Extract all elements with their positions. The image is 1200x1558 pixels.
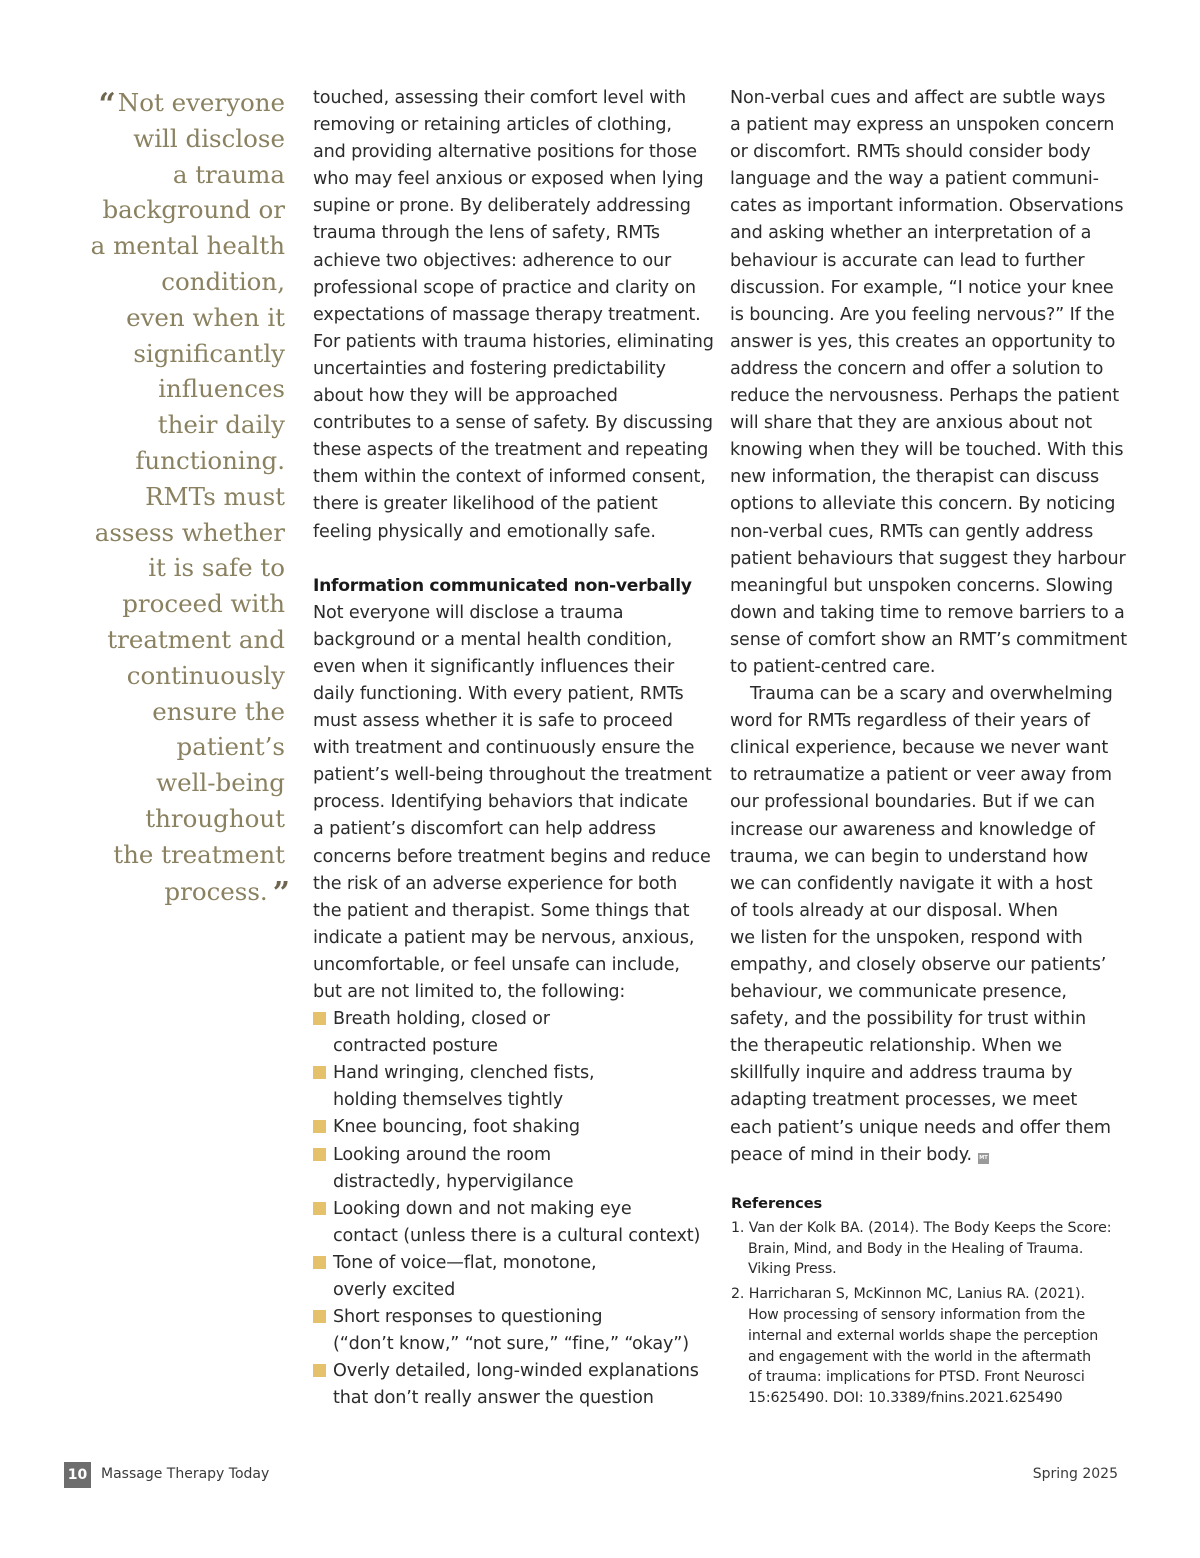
pull-quote-line: a mental health [90,231,285,261]
list-item-text: Hand wringing, clenched fists, [333,1063,595,1084]
pull-quote-line: treatment and [107,624,285,654]
pull-quote-line: RMTs must [145,481,285,511]
text-line: reduce the nervousness. Perhaps the patient [730,386,1119,407]
pull-quote [60,84,285,909]
pull-quote-line: proceed with [122,589,285,619]
pull-quote-text: Not everyone [117,88,285,117]
bullet-square-icon [313,1364,326,1377]
text-line: and providing alternative positions for those [313,142,697,163]
pull-quote-line: their daily [157,410,285,440]
text-line: of tools already at our disposal. When [730,900,1058,921]
close-quote-mark: ” [272,875,285,911]
text-line: indicate a patient may be nervous, anxious, [313,927,695,948]
text-line: patient behaviours that suggest they harbour [730,548,1126,569]
text-line: even when it significantly influences their [313,656,675,677]
reference-line: and engagement with the world in the aftermath [748,1348,1091,1365]
pull-quote-line: influences [158,374,285,404]
pull-quote-line: assess whether [94,517,285,547]
text-line: safety, and the possibility for trust within [730,1009,1086,1030]
text-line: must assess whether it is safe to proceed [313,711,673,732]
list-item-text: Tone of voice—flat, monotone, [333,1252,597,1273]
text-line: knowing when they will be touched. With this [730,440,1124,461]
text-line: the risk of an adverse experience for both [313,873,678,894]
text-line: is bouncing. Are you feeling nervous?” If the [730,304,1115,325]
list-item [313,1250,713,1304]
bullet-square-icon [313,1012,326,1025]
pull-quote-line: condition, [161,266,285,296]
text-line: with treatment and continuously ensure the [313,738,695,759]
references-title: References [731,1195,823,1212]
publication-name: Massage Therapy Today [101,1466,270,1482]
text-line: word for RMTs regardless of their years of [730,711,1090,732]
list-item [313,1006,713,1060]
text-line: to patient-centred care. [730,656,936,677]
list-item [313,1358,713,1412]
text-line: new information, the therapist can discuss [730,467,1100,488]
list-item-text: Overly detailed, long-winded explanations [333,1361,699,1382]
list-item [313,1304,713,1358]
text-line: we can confidently navigate it with a host [730,873,1093,894]
section-heading: Information communicated non-verbally [313,575,692,596]
list-item [313,1060,713,1114]
pull-quote-line: ensure the [152,696,285,726]
text-line: a patient’s discomfort can help address [313,819,656,840]
text-line: the patient and therapist. Some things that [313,900,690,921]
paragraph-gap [313,546,713,573]
text-line: who may feel anxious or exposed when lying [313,169,704,190]
text-line: to retraumatize a patient or veer away from [730,765,1112,786]
text-line: each patient’s unique needs and offer them [730,1117,1111,1138]
bullet-list [313,1006,713,1412]
pull-quote-line [60,84,285,121]
pull-quote-line: patient’s [176,732,285,762]
text-line: patient’s well-being throughout the treatment [313,765,712,786]
reference-line: 2. Harricharan S, McKinnon MC, Lanius RA. (2021). [731,1286,1085,1303]
pull-quote-line: will disclose [133,123,285,153]
text-line: For patients with trauma histories, eliminating [313,331,714,352]
paragraph-cues [730,85,1130,681]
list-item-text: holding themselves tightly [333,1090,564,1111]
list-item-text: Looking around the room [333,1144,551,1165]
text-line: trauma, we can begin to understand how [730,846,1089,867]
text-line: these aspects of the treatment and repeating [313,440,709,461]
pull-quote-line: significantly [133,338,285,368]
list-item-text: Knee bouncing, foot shaking [333,1117,580,1138]
text-line: background or a mental health condition, [313,629,673,650]
text-line: behaviour, we communicate presence, [730,982,1067,1003]
text-line: clinical experience, because we never want [730,738,1109,759]
list-item-text: (“don’t know,” “not sure,” “fine,” “okay”) [333,1334,689,1355]
reference-line: of trauma: implications for PTSD. Front Neurosci [748,1369,1085,1386]
text-line: there is greater likelihood of the patient [313,494,658,515]
text-line: touched, assessing their comfort level with [313,88,687,108]
text-line: trauma through the lens of safety, RMTs [313,223,660,244]
text-line: the therapeutic relationship. When we [730,1036,1062,1057]
text-line: sense of comfort show an RMT’s commitment [730,629,1127,650]
text-line: concerns before treatment begins and reduce [313,846,711,867]
text-line: adapting treatment processes, we meet [730,1090,1078,1111]
text-line: uncertainties and fostering predictability [313,358,666,379]
references [731,1194,1131,1413]
article-column-right [730,85,1130,1169]
text-line: them within the context of informed consent, [313,467,706,488]
pull-quote-text: process. [164,876,268,906]
text-line: empathy, and closely observe our patients’ [730,955,1107,975]
reference-line: Viking Press. [748,1261,837,1278]
pull-quote-line [60,873,285,910]
text-line: achieve two objectives: adherence to our [313,250,672,271]
text-line: Non-verbal cues and affect are subtle ways [730,88,1106,108]
pull-quote-line: it is safe to [148,553,285,583]
pull-quote-line: a trauma [172,159,285,189]
list-item-text: Looking down and not making eye [333,1198,632,1219]
reference-item [731,1284,1131,1409]
text-line: but are not limited to, the following: [313,982,626,1002]
text-line: meaningful but unspoken concerns. Slowing [730,575,1114,596]
issue-date: Spring 2025 [1032,1466,1118,1482]
text-line: non-verbal cues, RMTs can gently address [730,521,1094,542]
bullet-square-icon [313,1120,326,1133]
bullet-square-icon [313,1310,326,1323]
text-line: daily functioning. With every patient, RMTs [313,683,684,704]
text-line: a patient may express an unspoken concern [730,115,1115,136]
list-item-text: that don’t really answer the question [333,1388,654,1409]
text-line: language and the way a patient communi- [730,169,1099,190]
reference-line: How processing of sensory information from the [748,1306,1086,1323]
text-line: professional scope of practice and clarity on [313,277,696,298]
text-line [730,1142,1130,1169]
text-line: Not everyone will disclose a trauma [313,602,624,623]
text-line: increase our awareness and knowledge of [730,819,1095,840]
paragraph-non-verbal [313,600,713,1006]
bullet-square-icon [313,1256,326,1269]
list-item [313,1142,713,1196]
text-line: options to alleviate this concern. By noticing [730,494,1116,515]
pull-quote-line: continuously [126,660,285,690]
text-line: will share that they are anxious about not [730,413,1093,434]
text-line: contributes to a sense of safety. By discussing [313,413,713,434]
list-item-text: contact (unless there is a cultural context) [333,1225,701,1246]
reference-item [731,1218,1131,1280]
text-line: down and taking time to remove barriers to a [730,602,1125,623]
bullet-square-icon [313,1066,326,1079]
text-line: cates as important information. Observations [730,196,1124,217]
list-item-text: Breath holding, closed or [333,1009,550,1030]
text-line: removing or retaining articles of clothing, [313,115,672,136]
pull-quote-line: the treatment [113,839,285,869]
text-line: supine or prone. By deliberately addressing [313,196,691,217]
text-line: or discomfort. RMTs should consider body [730,142,1091,163]
reference-line: Brain, Mind, and Body in the Healing of Trauma. [748,1240,1084,1257]
open-quote-mark: “ [98,87,111,122]
list-item-text: distractedly, hypervigilance [333,1171,574,1192]
pull-quote-line: throughout [145,803,285,833]
pull-quote-line: even when it [126,302,285,332]
bullet-square-icon [313,1202,326,1215]
text-line: process. Identifying behaviors that indicate [313,792,688,813]
list-item [313,1196,713,1250]
paragraph-safety [313,85,713,546]
text-line: and asking whether an interpretation of a [730,223,1092,244]
list-item-text: Short responses to questioning [333,1307,603,1328]
article-column-middle [313,85,713,1413]
text-line: uncomfortable, or feel unsafe can include, [313,954,680,975]
reference-line: 1. Van der Kolk BA. (2014). The Body Keeps the Score: [731,1219,1112,1236]
pull-quote-line: functioning. [135,445,285,475]
end-of-article-icon: MT [978,1153,989,1164]
reference-line: internal and external worlds shape the perception [748,1327,1099,1344]
text-line: address the concern and offer a solution to [730,358,1104,379]
text-line: discussion. For example, “I notice your knee [730,277,1114,298]
list-item-text: overly excited [333,1280,456,1301]
text-line: our professional boundaries. But if we can [730,792,1095,813]
page-number: 10 [64,1462,91,1488]
paragraph-conclusion [730,681,1130,1169]
text-line: about how they will be approached [313,386,618,407]
text-line: we listen for the unspoken, respond with [730,927,1083,948]
text-line: expectations of massage therapy treatment. [313,304,701,325]
list-item-text: contracted posture [333,1036,498,1057]
reference-line: 15:625490. DOI: 10.3389/fnins.2021.625490 [748,1390,1063,1407]
pull-quote-line: well-being [156,768,285,798]
text-line: skillfully inquire and address trauma by [730,1063,1073,1084]
text-line: Trauma can be a scary and overwhelming [750,684,1113,705]
text-line-end: peace of mind in their body. [730,1144,972,1165]
list-item [313,1114,713,1141]
bullet-square-icon [313,1148,326,1161]
text-line: feeling physically and emotionally safe. [313,521,656,542]
text-line: behaviour is accurate can lead to further [730,250,1085,271]
pull-quote-line: background or [102,195,285,225]
text-line: answer is yes, this creates an opportunity to [730,331,1116,352]
